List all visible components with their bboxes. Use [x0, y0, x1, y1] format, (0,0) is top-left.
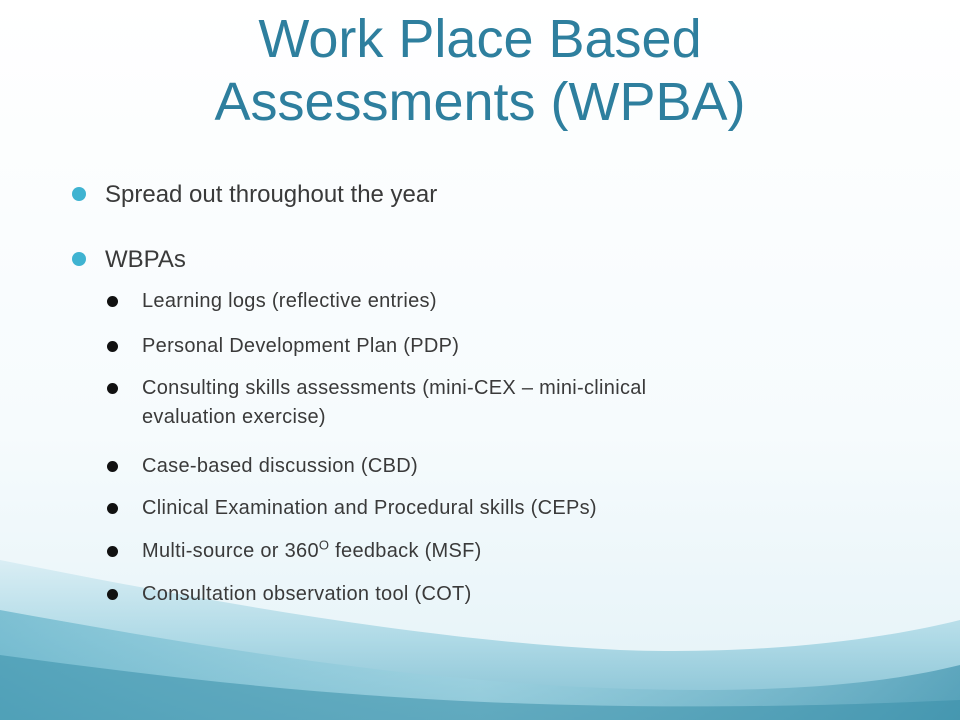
bullet-icon — [72, 187, 86, 201]
sub-bullet-text: Learning logs (reflective entries) — [142, 290, 437, 312]
sub-bullet-icon — [107, 341, 118, 352]
sub-bullet-item — [142, 452, 882, 481]
bullet-icon — [72, 252, 86, 266]
sub-bullet-text: Case-based discussion (CBD) — [142, 455, 418, 477]
sub-bullet-text-tail: feedback (MSF) — [329, 540, 482, 562]
sub-bullet-item — [142, 494, 882, 523]
sub-bullet-icon — [107, 503, 118, 514]
bullet-text: WBPAs — [105, 246, 186, 273]
sub-bullet-item — [142, 287, 882, 316]
sub-bullet-icon — [107, 296, 118, 307]
sub-bullet-text: Multi-source or 360 — [142, 540, 319, 562]
sub-bullet-text: Consulting skills assessments (mini-CEX – mini-clinical — [142, 377, 647, 399]
sub-bullet-text: Clinical Examination and Procedural skills (CEPs) — [142, 497, 597, 519]
bullet-item — [105, 246, 186, 274]
sub-bullet-text: Consultation observation tool (COT) — [142, 583, 472, 605]
degree-superscript: O — [318, 537, 330, 553]
bullet-text: Spread out throughout the year — [105, 181, 438, 208]
sub-bullet-text-continued: evaluation exercise) — [142, 406, 326, 428]
title-line-2: Assessments (WPBA) — [214, 72, 746, 132]
sub-bullet-item — [142, 332, 882, 361]
title-line-1: Work Place Based — [258, 9, 702, 69]
sub-bullet-icon — [107, 461, 118, 472]
sub-bullet-icon — [107, 546, 118, 557]
sub-bullet-icon — [107, 589, 118, 600]
sub-bullet-icon — [107, 383, 118, 394]
sub-bullet-text: Personal Development Plan (PDP) — [142, 335, 460, 357]
sub-bullet-item — [142, 580, 882, 609]
sub-bullet-item — [142, 537, 882, 566]
sub-bullet-item — [142, 374, 882, 432]
bullet-item — [105, 181, 437, 209]
